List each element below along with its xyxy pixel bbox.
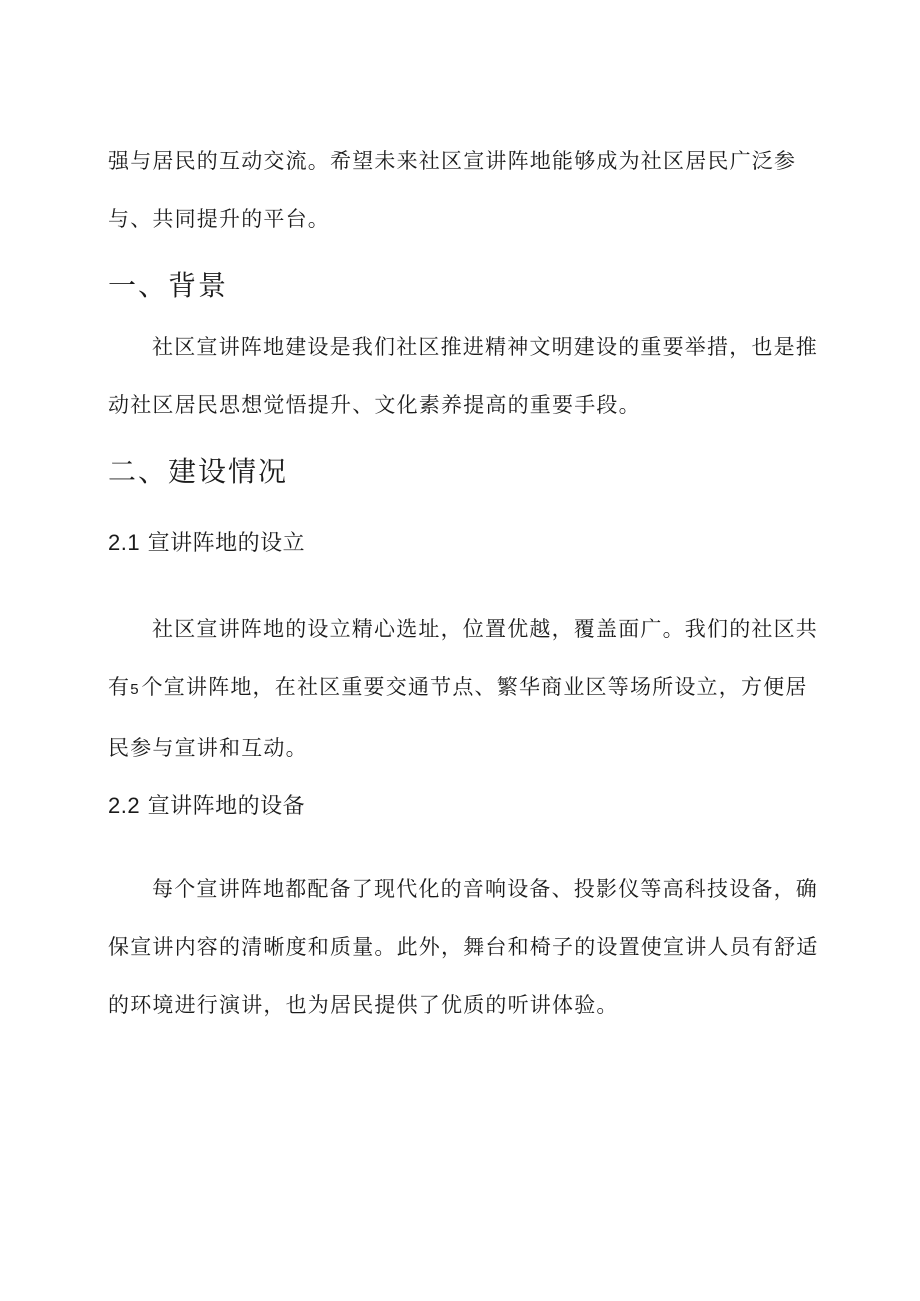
subsection-heading-2-2 (108, 790, 305, 823)
subsection-title: 宣讲阵地的设备 (147, 794, 306, 819)
equipment-paragraph: 每个宣讲阵地都配备了现代化的音响设备、投影仪等高科技设备，确保宣讲内容的清晰度和质量。此外，舞台和椅子的设置使宣讲人员有舒适的环境进行演讲，也为居民提供了优质的听讲体验。 (108, 877, 819, 1017)
establishment-paragraph (108, 600, 828, 777)
intro-paragraph: 强与居民的互动交流。希望未来社区宣讲阵地能够成为社区居民广泛参与、共同提升的平台。 (108, 149, 797, 231)
subsection-title: 宣讲阵地的设立 (147, 531, 306, 556)
background-paragraph: 社区宣讲阵地建设是我们社区推进精神文明建设的重要举措，也是推动社区居民思想觉悟提升、文化素养提高的重要手段。 (108, 335, 818, 417)
subsection-number: 2.1 (108, 530, 141, 555)
section-heading-construction: 二、建设情况 (108, 455, 289, 488)
subsection-number: 2.2 (108, 793, 141, 818)
site-count: 5 (130, 681, 139, 698)
establishment-text-part1: 社区宣讲阵地的设立精心选址，位置优越，覆盖面广。我们的社区共有 (108, 617, 818, 699)
establishment-text-part2: 个宣讲阵地，在社区重要交通节点、繁华商业区等场所设立，方便居民参与宣讲和互动。 (108, 675, 808, 760)
subsection-heading-2-1 (108, 527, 305, 560)
section-heading-background: 一、背景 (108, 269, 229, 302)
